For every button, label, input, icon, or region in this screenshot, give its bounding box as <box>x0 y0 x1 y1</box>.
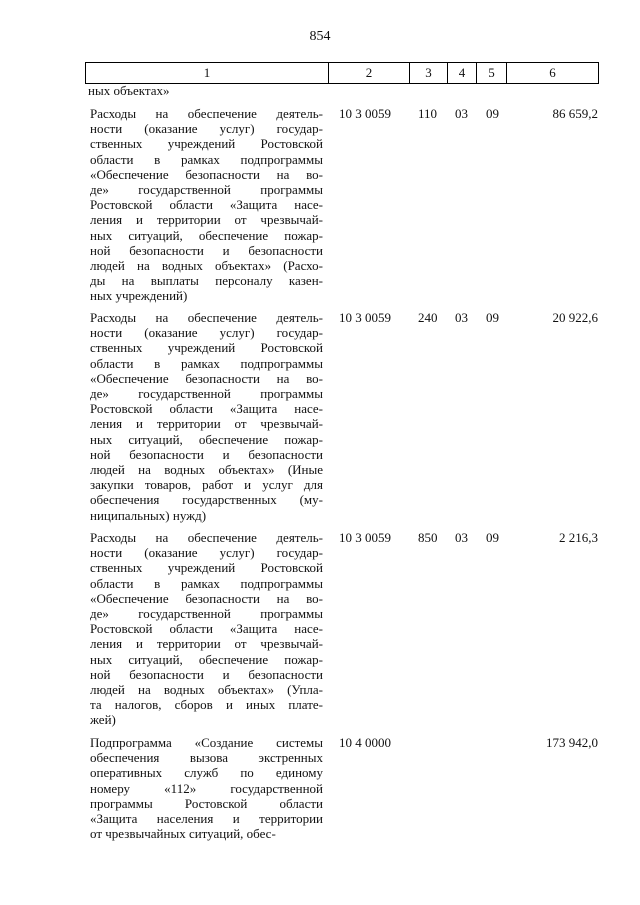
description-line: обеспечения государственных (му- <box>90 492 323 508</box>
description-line: ниципальных) нужд) <box>90 507 207 523</box>
row-pr: 09 <box>486 310 499 325</box>
description-line: ной безопасности и безопасности <box>90 666 323 682</box>
description-line: ных ситуаций, обеспечение пожар- <box>90 651 323 667</box>
description-line: де» государственной программы <box>90 182 323 198</box>
description-line: Ростовской области «Защита насе- <box>90 401 323 417</box>
row-rz: 03 <box>455 310 468 325</box>
header-col-1: 1 <box>86 63 329 83</box>
description-line: «Обеспечение безопасности на во- <box>90 590 323 606</box>
description-line: ности (оказание услуг) государ- <box>90 325 323 341</box>
description-line: ственных учреждений Ростовской <box>90 560 323 576</box>
description-line: ных ситуаций, обеспечение пожар- <box>90 431 323 447</box>
row-description <box>90 310 323 523</box>
row-sum: 86 659,2 <box>552 106 598 121</box>
header-col-5: 5 <box>477 63 507 83</box>
description-line: области в рамках подпрограммы <box>90 575 323 591</box>
description-line: ных учреждений) <box>90 288 188 304</box>
description-line: ления и территории от чрезвычай- <box>90 636 323 652</box>
row-sum: 2 216,3 <box>559 530 598 545</box>
description-line: ных ситуаций, обеспечение пожар- <box>90 227 323 243</box>
description-line: ности (оказание услуг) государ- <box>90 545 323 561</box>
description-line: ности (оказание услуг) государ- <box>90 121 323 137</box>
description-line: ды на выплаты персоналу казен- <box>90 273 323 289</box>
description-line: области в рамках подпрограммы <box>90 355 323 371</box>
description-line: Подпрограмма «Создание системы <box>90 735 323 750</box>
description-line: оперативных служб по единому <box>90 765 323 781</box>
continuation-text: ных объектах» <box>88 83 170 98</box>
row-rz: 03 <box>455 106 468 121</box>
description-line: номеру «112» государственной <box>90 780 323 796</box>
row-sum: 173 942,0 <box>546 735 598 750</box>
row-code: 10 3 0059 <box>339 530 391 545</box>
row-description <box>90 106 323 304</box>
description-line: та налогов, сборов и иных плате- <box>90 697 323 713</box>
description-line: Ростовской области «Защита насе- <box>90 197 323 213</box>
description-line: ной безопасности и безопасности <box>90 242 323 258</box>
page-number: 854 <box>309 29 331 44</box>
row-rz: 03 <box>455 530 468 545</box>
row-code: 10 4 0000 <box>339 735 391 750</box>
row-pr: 09 <box>486 106 499 121</box>
row-code: 10 3 0059 <box>339 310 391 325</box>
description-line: ления и территории от чрезвычай- <box>90 212 323 228</box>
description-line: «Обеспечение безопасности на во- <box>90 166 323 182</box>
row-description <box>90 530 323 728</box>
header-col-2: 2 <box>329 63 410 83</box>
description-line: Расходы на обеспечение деятель- <box>90 106 323 121</box>
row-pr: 09 <box>486 530 499 545</box>
header-col-6: 6 <box>549 65 556 80</box>
header-col-3: 3 <box>410 63 448 83</box>
description-line: закупки товаров, работ и услуг для <box>90 477 323 493</box>
row-sum: 20 922,6 <box>552 310 598 325</box>
description-line: ления и территории от чрезвычай- <box>90 416 323 432</box>
description-line: Расходы на обеспечение деятель- <box>90 310 323 325</box>
description-line: от чрезвычайных ситуаций, обес- <box>90 826 276 842</box>
table-header <box>85 62 599 84</box>
header-col-4: 4 <box>448 63 477 83</box>
description-line: программы Ростовской области <box>90 795 323 811</box>
description-line: «Защита населения и территории <box>90 811 323 827</box>
row-vr: 850 <box>418 530 438 545</box>
row-description <box>90 735 323 841</box>
row-vr: 110 <box>418 106 438 121</box>
description-line: «Обеспечение безопасности на во- <box>90 370 323 386</box>
description-line: де» государственной программы <box>90 606 323 622</box>
description-line: Ростовской области «Защита насе- <box>90 621 323 637</box>
description-line: обеспечения вызова экстренных <box>90 750 323 766</box>
description-line: области в рамках подпрограммы <box>90 151 323 167</box>
description-line: людей на водных объектах» (Расхо- <box>90 258 323 274</box>
description-line: ной безопасности и безопасности <box>90 446 323 462</box>
row-code: 10 3 0059 <box>339 106 391 121</box>
description-line: жей) <box>90 712 116 728</box>
description-line: Расходы на обеспечение деятель- <box>90 530 323 545</box>
description-line: людей на водных объектах» (Иные <box>90 462 323 478</box>
description-line: людей на водных объектах» (Упла- <box>90 682 323 698</box>
row-vr: 240 <box>418 310 438 325</box>
description-line: де» государственной программы <box>90 386 323 402</box>
description-line: ственных учреждений Ростовской <box>90 136 323 152</box>
description-line: ственных учреждений Ростовской <box>90 340 323 356</box>
